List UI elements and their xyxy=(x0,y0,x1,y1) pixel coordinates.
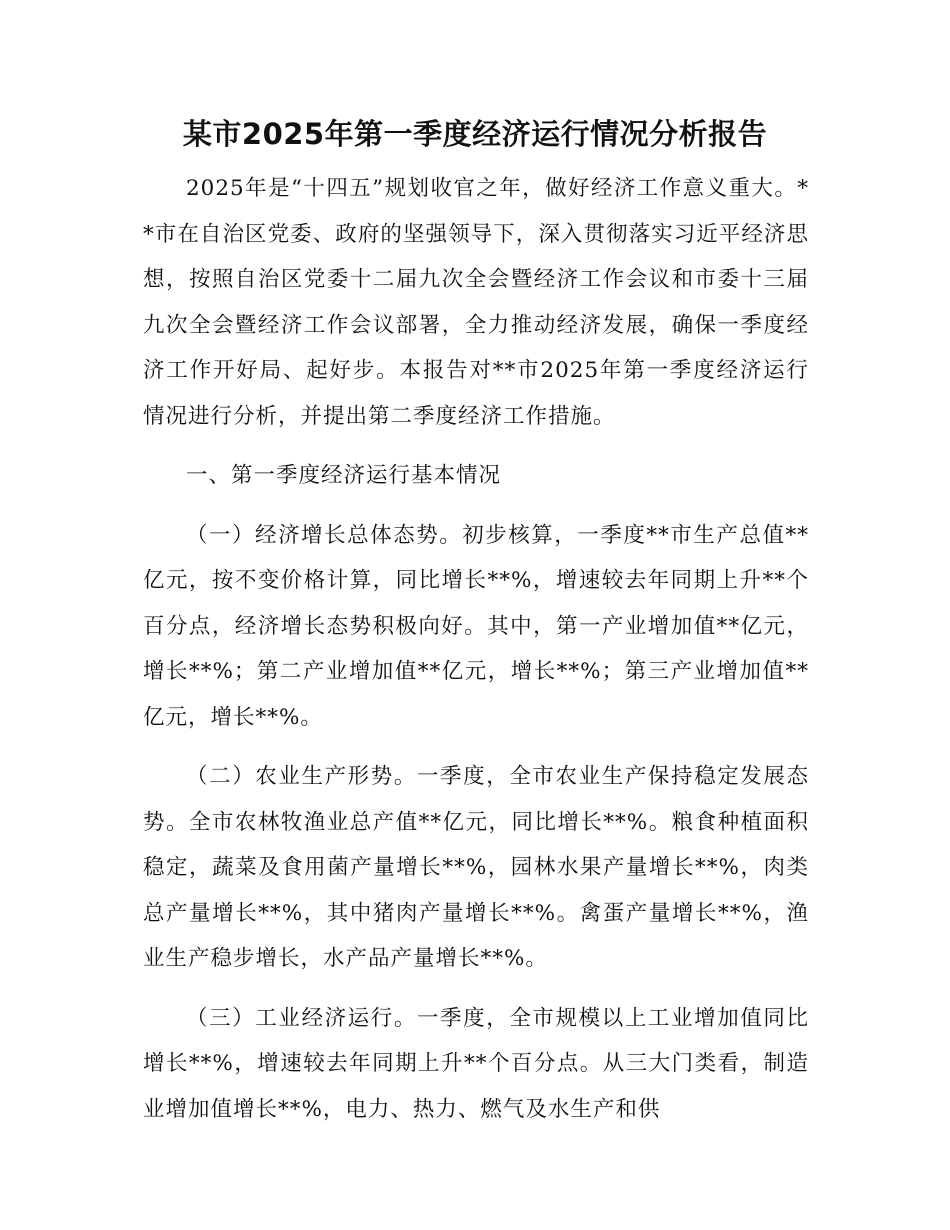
document-body xyxy=(143,166,809,1132)
intro-paragraph: 2025年是“十四五”规划收官之年，做好经济工作意义重大。**市在自治区党委、政府的坚强领导下，深入贯彻落实习近平经济思想，按照自治区党委十二届九次全会暨经济工作会议和市委十三届九次全会暨经济工作会议部署，全力推动经济发展，确保一季度经济工作开好局、起好步。本报告对**市2025年第一季度经济运行情况进行分析，并提出第二季度经济工作措施。 xyxy=(143,176,809,429)
paragraph-industry: （三）工业经济运行。一季度，全市规模以上工业增加值同比增长**%，增速较去年同期上升**个百分点。从三大门类看，制造业增加值增长**%，电力、热力、燃气及水生产和供 xyxy=(143,1005,809,1122)
document-title: 某市2025年第一季度经济运行情况分析报告 xyxy=(182,117,768,151)
section-heading: 一、第一季度经济运行基本情况 xyxy=(186,463,502,488)
paragraph-economic-growth: （一）经济增长总体态势。初步核算，一季度**市生产总值**亿元，按不变价格计算，同比增长**%，增速较去年同期上升**个百分点，经济增长态势积极向好。其中，第一产业增加值**亿元，增长**%；第二产业增加值**亿元，增长**%；第三产业增加值**亿元，增长**%。 xyxy=(143,522,809,730)
paragraph-agriculture: （二）农业生产形势。一季度，全市农业生产保持稳定发展态势。全市农林牧渔业总产值**亿元，同比增长**%。粮食种植面积稳定，蔬菜及食用菌产量增长**%，园林水果产量增长**%，肉类总产量增长**%，其中猪肉产量增长**%。禽蛋产量增长**%，渔业生产稳步增长，水产品产量增长**%。 xyxy=(143,764,809,971)
